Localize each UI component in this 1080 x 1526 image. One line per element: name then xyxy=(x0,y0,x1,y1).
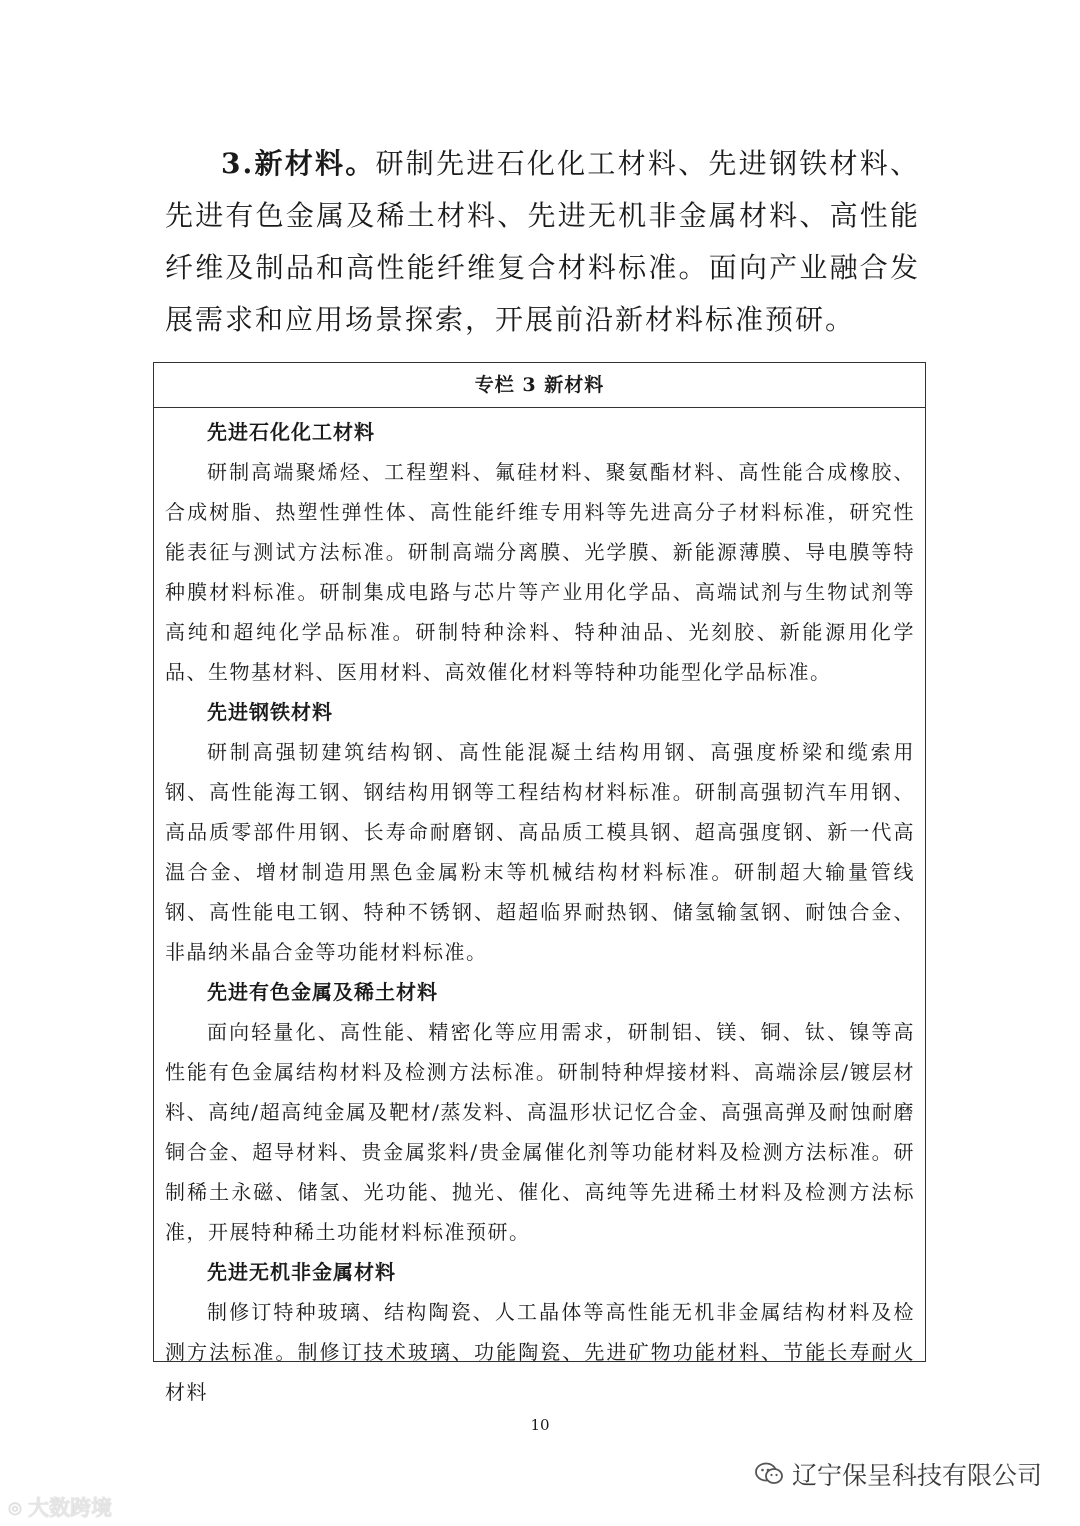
column-box-body xyxy=(154,408,925,1412)
column-box xyxy=(153,362,926,1404)
section-title-steel: 先进钢铁材料 xyxy=(207,700,333,724)
section-title-inorganic: 先进无机非金属材料 xyxy=(207,1260,396,1284)
intro-paragraph xyxy=(165,138,920,346)
watermark-right xyxy=(754,1456,1042,1492)
watermark-left xyxy=(8,1492,112,1522)
section-text-nonferrous: 面向轻量化、高性能、精密化等应用需求，研制铝、镁、铜、钛、镍等高性能有色金属结构材料及检测方法标准。研制特种焊接材料、高端涂层/镀层材料、高纯/超高纯金属及靶材/蒸发料、高温形状记忆合金、高强高弹及耐蚀耐磨铜合金、超导材料、贵金属浆料/贵金属催化剂等功能材料及检测方法标准。研制稀土永磁、储氢、光功能、抛光、催化、高纯等先进稀土材料及检测方法标准，开展特种稀土功能材料标准预研。 xyxy=(165,1020,915,1244)
section-title-petrochemical: 先进石化化工材料 xyxy=(207,420,375,444)
wechat-icon xyxy=(754,1461,784,1487)
section-title-nonferrous: 先进有色金属及稀土材料 xyxy=(207,980,438,1004)
section-text-inorganic: 制修订特种玻璃、结构陶瓷、人工晶体等高性能无机非金属结构材料及检测方法标准。制修订技术玻璃、功能陶瓷、先进矿物功能材料、节能长寿耐火材料 xyxy=(165,1300,915,1404)
intro-text: 研制先进石化化工材料、先进钢铁材料、先进有色金属及稀土材料、先进无机非金属材料、高性能纤维及制品和高性能纤维复合材料标准。面向产业融合发展需求和应用场景探索，开展前沿新材料标准预研。 xyxy=(165,147,920,336)
page-number: 10 xyxy=(530,1416,550,1434)
section-text-petrochemical: 研制高端聚烯烃、工程塑料、氟硅材料、聚氨酯材料、高性能合成橡胶、合成树脂、热塑性弹性体、高性能纤维专用料等先进高分子材料标准，研究性能表征与测试方法标准。研制高端分离膜、光学膜、新能源薄膜、导电膜等特种膜材料标准。研制集成电路与芯片等产业用化学品、高端试剂与生物试剂等高纯和超纯化学品标准。研制特种涂料、特种油品、光刻胶、新能源用化学品、生物基材料、医用材料、高效催化材料等特种功能型化学品标准。 xyxy=(165,460,915,684)
intro-lead: 3.新材料。 xyxy=(221,147,376,180)
watermark-right-text: 辽宁保呈科技有限公司 xyxy=(791,1461,1042,1490)
watermark-left-text: 大数跨境 xyxy=(27,1496,112,1520)
watermark-logo-icon: ◎ xyxy=(8,1497,22,1517)
section-text-steel: 研制高强韧建筑结构钢、高性能混凝土结构用钢、高强度桥梁和缆索用钢、高性能海工钢、钢结构用钢等工程结构材料标准。研制高强韧汽车用钢、高品质零部件用钢、长寿命耐磨钢、高品质工模具钢、超高强度钢、新一代高温合金、增材制造用黑色金属粉末等机械结构材料标准。研制超大输量管线钢、高性能电工钢、特种不锈钢、超超临界耐热钢、储氢输氢钢、耐蚀合金、非晶纳米晶合金等功能材料标准。 xyxy=(165,740,915,964)
column-box-title: 专栏 3 新材料 xyxy=(154,363,925,408)
